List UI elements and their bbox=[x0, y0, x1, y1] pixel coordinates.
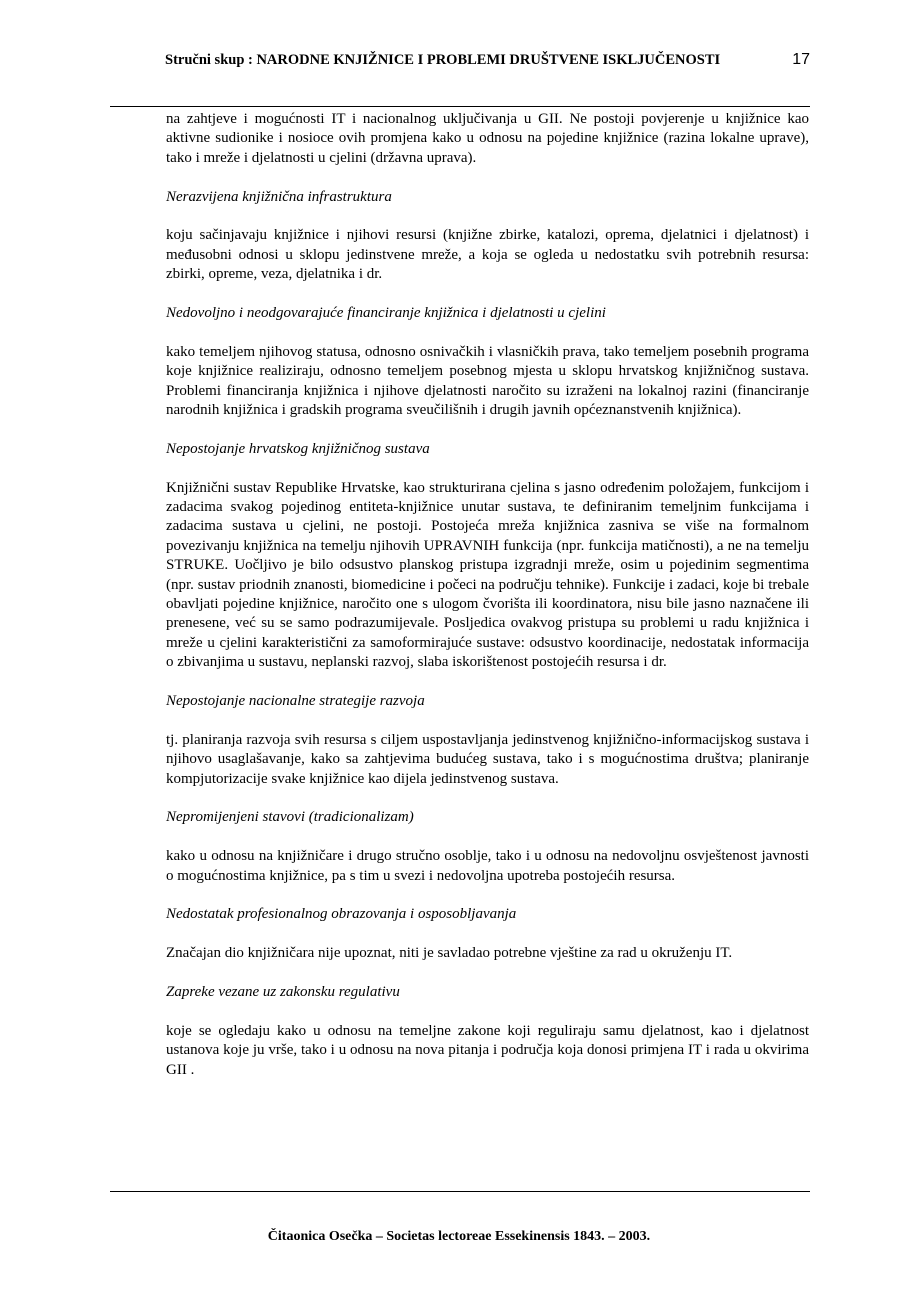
paragraph-intro: na zahtjeve i mogućnosti IT i nacionalnog uključivanja u GII. Ne postoji povjerenje u knjižnice kao aktivne sudionike i nosioce ovih promjena kako u odnosu na pojedine knjižnice (razina lokalne uprave), tako i mreže i djelatnosti u cjelini (državna uprava). bbox=[166, 111, 809, 166]
paragraph-legislation: koje se ogledaju kako u odnosu na temeljne zakone koji reguliraju samu djelatnost, kao i djelatnost ustanova koje ju vrše, tako i u odnosu na nova pitanja i područja koja donosi primjena IT i rada u okvirima GII . bbox=[166, 1022, 809, 1078]
section-heading-infrastructure: Nerazvijena knjižnična infrastruktura bbox=[166, 188, 392, 205]
paragraph-infrastructure: koju sačinjavaju knjižnice i njihovi resursi (knjižne zbirke, katalozi, oprema, djelatnici i djelatnost) i međusobni odnosi u sklopu jedinstvene mreže, a koja se ogleda u nedostatku svih potrebnih resursa: zbirki, opreme, veza, djelatnika i dr. bbox=[166, 227, 809, 283]
section-heading-financing: Nedovoljno i neodgovarajuće financiranje knjižnica i djelatnosti u cjelini bbox=[166, 305, 606, 322]
header-divider bbox=[110, 106, 810, 107]
section-heading-traditionalism: Nepromijenjeni stavovi (tradicionalizam) bbox=[166, 809, 414, 826]
paragraph-education: Značajan dio knjižničara nije upoznat, niti je savladao potrebne vještine za rad u okruženju IT. bbox=[166, 945, 733, 962]
section-heading-legislation: Zapreke vezane uz zakonsku regulativu bbox=[166, 984, 400, 1001]
paragraph-financing: kako temeljem njihovog statusa, odnosno osnivačkih i vlasničkih prava, tako temeljem posebnih programa koje knjižnice realiziraju, odnosno temeljem posebnog mjesta u sklopu hrvatskog knjižničnog sustava. Problemi financiranja knjižnica i njihove djelatnosti naročito su izraženi na lokalnoj razini (financiranje narodnih knjižnica i gradskih programa sveučilišnih i drugih javnih općeznanstvenih knjižnica). bbox=[166, 343, 809, 419]
page-header bbox=[110, 52, 810, 76]
footer-divider bbox=[110, 1191, 810, 1192]
section-heading-strategy: Nepostojanje nacionalne strategije razvoja bbox=[166, 693, 425, 710]
paragraph-strategy: tj. planiranja razvoja svih resursa s ciljem uspostavljanja jedinstvenog knjižnično-informacijskog sustava i njihovo usaglašavanje, kako sa zahtjevima budućeg sustava, tako i s mogućnostima društva; planiranje kompjutorizacije svake knjižnice kao dijela jedinstvenog sustava. bbox=[166, 731, 809, 787]
section-heading-education: Nedostatak profesionalnog obrazovanja i osposobljavanja bbox=[166, 906, 517, 923]
document-body bbox=[166, 110, 809, 1080]
page-footer: Čitaonica Osečka – Societas lectoreae Essekinensis 1843. – 2003. bbox=[267, 1229, 651, 1244]
header-title: Stručni skup : NARODNE KNJIŽNICE I PROBLEMI DRUŠTVENE ISKLJUČENOSTI bbox=[165, 52, 721, 68]
section-heading-library-system: Nepostojanje hrvatskog knjižničnog sustava bbox=[166, 440, 430, 457]
paragraph-traditionalism: kako u odnosu na knjižničare i drugo stručno osoblje, tako i u odnosu na nedovoljnu osvještenost javnosti o mogućnostima knjižnice, pa s tim u svezi i nedovoljna upotreba postojećih resursa. bbox=[166, 848, 809, 884]
paragraph-library-system: Knjižnični sustav Republike Hrvatske, kao strukturirana cjelina s jasno određenim položajem, funkcijom i zadacima svakog pojedinog entiteta-knjižnice unutar sustava, te definiranim temeljnim funkcijama i zadacima sustava u cjelini, ne postoji. Postojeća mreža knjižnica zasniva se više na formalnom povezivanju knjižnica na temelju njihovih UPRAVNIH funkcija (npr. funkcija matičnosti), a ne na temelju STRUKE. Uočljivo je bilo odsustvo planskog pristupa izgradnji mreže, osim u pojedinim segmentima (npr. sustav priodnih znanosti, biomedicine i počeci na području tehnike). Funkcije i zadaci, koje bi trebale obavljati pojedine knjižnice, naročito one s ulogom čvorišta ili koordinatora, nisu bile jasno naznačene ili prenesene, već su se samo podrazumijevale. Posljedica ovakvog pristupa su problemi u radu knjižnica i mreže u cjelini karakteristični za samoformirajuće sustave: odsustvo koordinacije, nedostatak informacija o zbivanjima u sustavu, neplanski razvoj, slaba iskorištenost postojećih resursa i dr. bbox=[166, 479, 809, 671]
page-number: 17 bbox=[792, 51, 810, 68]
